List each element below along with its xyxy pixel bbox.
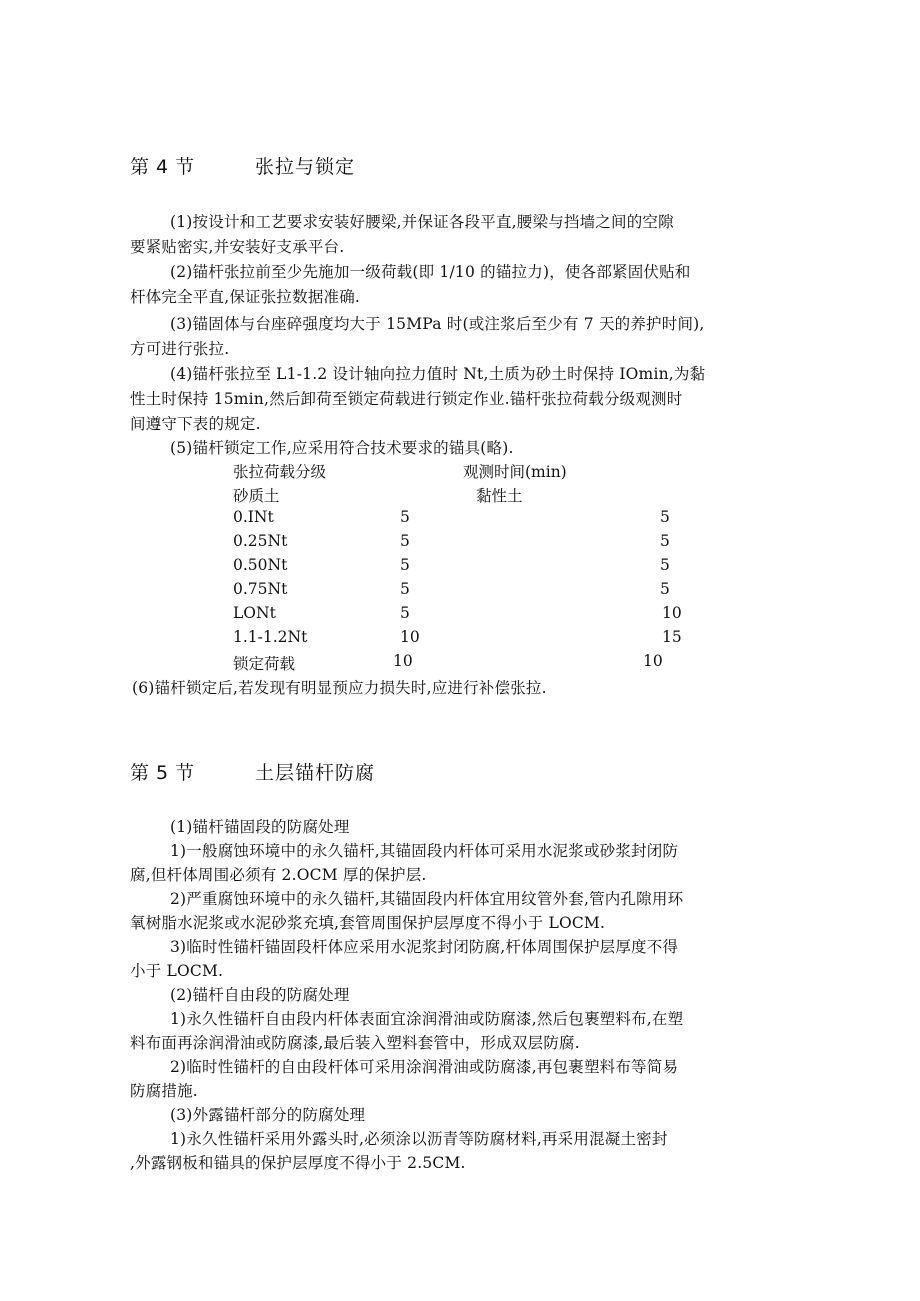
s4-after-table: (6)锚杆锁定后,若发现有明显预应力损失时,应进行补偿张拉.: [132, 679, 547, 697]
s5-line: 料布面再涂润滑油或防腐漆,最后装入塑料套管中，形成双层防腐.: [130, 1034, 580, 1052]
table-cell-sand: 10: [393, 652, 413, 670]
table-cell-grade: 1.1-1.2Nt: [233, 628, 308, 646]
table-cell-grade: LONt: [233, 604, 276, 622]
table-subheader-clay: 黏性土: [476, 487, 523, 505]
table-cell-sand: 5: [400, 580, 410, 598]
table-subheader-sand: 砂质土: [233, 487, 280, 505]
s5-line: 2)临时性锚杆的自由段杆体可采用涂润滑油或防腐漆,再包裹塑料布等简易: [170, 1058, 679, 1076]
section-4-title: 张拉与锁定: [255, 156, 356, 178]
table-cell-clay: 10: [662, 604, 682, 622]
table-cell-clay: 15: [662, 628, 682, 646]
s4-line: (3)锚固体与台座碎强度均大于 15MPa 时(或注浆后至少有 7 天的养护时间),: [170, 315, 705, 333]
table-cell-grade: 0.75Nt: [233, 580, 288, 598]
s5-line: 1)永久性锚杆采用外露头时,必须涂以沥青等防腐材料,再采用混凝土密封: [170, 1130, 668, 1148]
section-5-title: 土层锚杆防腐: [255, 762, 376, 784]
s4-line: 要紧贴密实,并安装好支承平台.: [130, 238, 345, 256]
table-cell-grade: 0.INt: [233, 508, 274, 526]
table-cell-clay: 5: [660, 556, 670, 574]
s4-line: (1)按设计和工艺要求安装好腰梁,并保证各段平直,腰梁与挡墙之间的空隙: [170, 213, 674, 231]
table-cell-clay: 5: [660, 580, 670, 598]
s5-line: 腐,但杆体周围必须有 2.OCM 厚的保护层.: [130, 866, 427, 884]
table-cell-grade: 锁定荷载: [233, 655, 296, 673]
section-4-number: 第 4 节: [130, 156, 195, 178]
table-cell-clay: 10: [643, 652, 663, 670]
s5-line: (1)锚杆锚固段的防腐处理: [170, 818, 350, 836]
table-cell-sand: 5: [400, 556, 410, 574]
table-cell-clay: 5: [660, 532, 670, 550]
s5-line: 小于 LOCM.: [130, 962, 224, 980]
s4-line: 性土时保持 15min,然后卸荷至锁定荷载进行锁定作业.锚杆张拉荷载分级观测时: [130, 390, 683, 408]
s5-line: ,外露钢板和锚具的保护层厚度不得小于 2.5CM.: [130, 1154, 466, 1172]
s4-line: 间遵守下表的规定.: [130, 415, 261, 433]
s5-line: 3)临时性锚杆锚固段杆体应采用水泥浆封闭防腐,杆体周围保护层厚度不得: [170, 938, 679, 956]
table-header-grade: 张拉荷载分级: [233, 463, 327, 481]
s5-line: 防腐措施.: [130, 1082, 198, 1100]
s4-line: (4)锚杆张拉至 L1-1.2 设计轴向拉力值时 Nt,土质为砂土时保持 IOmin,为黏: [170, 365, 706, 383]
table-cell-clay: 5: [660, 508, 670, 526]
s5-line: (2)锚杆自由段的防腐处理: [170, 986, 350, 1004]
table-cell-sand: 10: [400, 628, 420, 646]
s4-line: (2)锚杆张拉前至少先施加一级荷载(即 1/10 的锚拉力)，使各部紧固伏贴和: [170, 263, 691, 281]
table-cell-sand: 5: [400, 604, 410, 622]
s4-line: 杆体完全平直,保证张拉数据准确.: [130, 288, 361, 306]
s4-line: 方可进行张拉.: [130, 340, 230, 358]
s4-line: (5)锚杆锁定工作,应采用符合技术要求的锚具(略).: [170, 439, 514, 457]
table-header-time: 观测时间(min): [463, 463, 567, 481]
table-cell-grade: 0.25Nt: [233, 532, 288, 550]
s5-line: 1)永久性锚杆自由段内杆体表面宜涂润滑油或防腐漆,然后包裹塑料布,在塑: [170, 1010, 684, 1028]
table-cell-grade: 0.50Nt: [233, 556, 288, 574]
s5-line: 2)严重腐蚀环境中的永久锚杆,其锚固段内杆体宜用纹管外套,管内孔隙用环: [170, 890, 684, 908]
s5-line: (3)外露锚杆部分的防腐处理: [170, 1106, 366, 1124]
s5-line: 氧树脂水泥浆或水泥砂浆充填,套管周围保护层厚度不得小于 LOCM.: [130, 914, 606, 932]
table-cell-sand: 5: [400, 508, 410, 526]
section-5-number: 第 5 节: [130, 762, 195, 784]
s5-line: 1)一般腐蚀环境中的永久锚杆,其锚固段内杆体可采用水泥浆或砂浆封闭防: [170, 842, 679, 860]
table-cell-sand: 5: [400, 532, 410, 550]
